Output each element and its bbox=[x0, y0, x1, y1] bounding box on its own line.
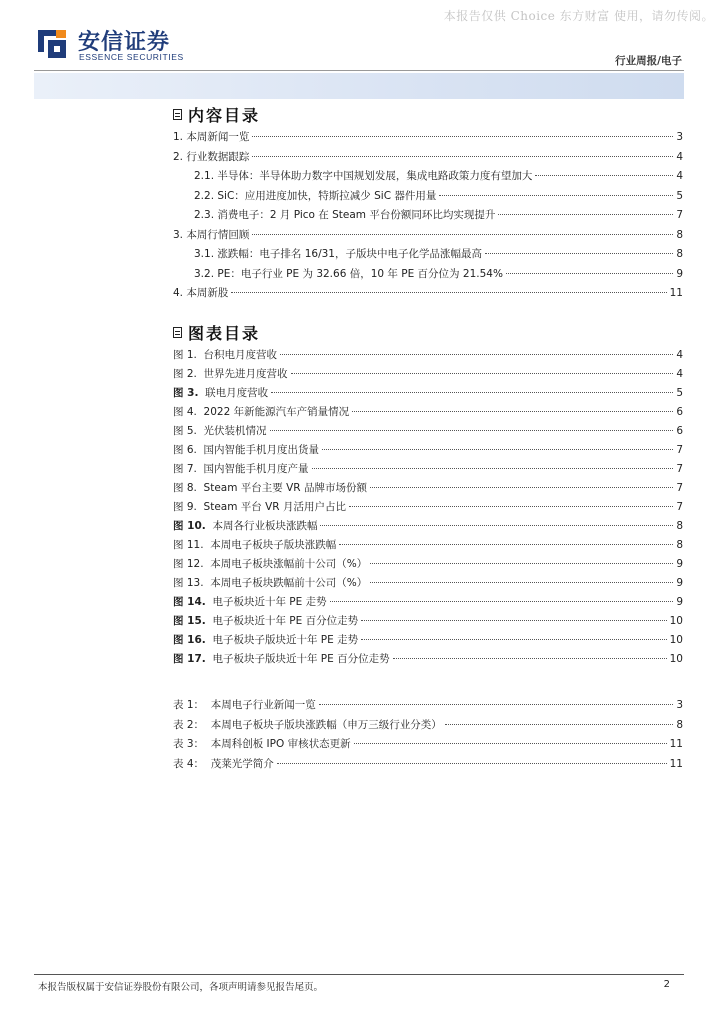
toc-entry[interactable]: 4. 本周新股 11 bbox=[173, 287, 683, 299]
figures-title: 图表目录 bbox=[173, 320, 683, 344]
header-divider bbox=[34, 70, 684, 71]
figure-entry[interactable]: 图 10. 本周各行业板块涨跌幅 8 bbox=[173, 520, 683, 532]
watermark-text: 本报告仅供 Choice 东方财富 使用，请勿传阅。 bbox=[443, 9, 714, 23]
logo-chinese-name: 安信证券 bbox=[78, 30, 171, 55]
figure-entry[interactable]: 图 6. 国内智能手机月度出货量 7 bbox=[173, 444, 683, 456]
tables-list bbox=[173, 697, 683, 775]
table-entry[interactable]: 表 4： 茂莱光学简介 11 bbox=[173, 757, 683, 770]
toc-entry[interactable]: 1. 本周新闻一览 3 bbox=[173, 131, 683, 143]
table-entry[interactable]: 表 1： 本周电子行业新闻一览 3 bbox=[173, 699, 683, 711]
toc-entry[interactable]: 3. 本周行情回顾 8 bbox=[173, 228, 683, 241]
footer-disclaimer: 本报告版权属于安信证券股份有限公司，各项声明请参见报告尾页。 bbox=[38, 982, 324, 993]
figures-list bbox=[173, 347, 683, 670]
figure-entry[interactable]: 图 16. 电子板块子版块近十年 PE 走势 10 bbox=[173, 634, 683, 646]
contents-list bbox=[173, 129, 683, 305]
figure-entry[interactable]: 图 3. 联电月度营收 5 bbox=[173, 387, 683, 399]
figure-entry[interactable]: 图 4. 2022 年新能源汽车产销量情况 6 bbox=[173, 406, 683, 418]
list-icon bbox=[173, 109, 182, 120]
figure-entry[interactable]: 图 2. 世界先进月度营收 4 bbox=[173, 368, 683, 380]
figure-entry[interactable]: 图 8. Steam 平台主要 VR 品牌市场份额 7 bbox=[173, 482, 683, 494]
contents-title: 内容目录 bbox=[173, 102, 683, 126]
figure-entry[interactable]: 图 11. 本周电子板块子版块涨跌幅 8 bbox=[173, 539, 683, 551]
logo-english-name: ESSENCE SECURITIES bbox=[79, 52, 184, 62]
figure-entry[interactable]: 图 15. 电子板块近十年 PE 百分位走势 10 bbox=[173, 615, 683, 627]
figures-section bbox=[173, 320, 683, 775]
contents-section bbox=[173, 102, 683, 305]
logo-mark-icon bbox=[34, 26, 70, 62]
toc-subentry[interactable]: 2.1. 半导体：半导体助力数字中国规划发展，集成电路政策力度有望加大 4 bbox=[194, 170, 683, 182]
figure-entry[interactable]: 图 17. 电子板块子版块近十年 PE 百分位走势 10 bbox=[173, 653, 683, 665]
figure-entry[interactable]: 图 14. 电子板块近十年 PE 走势 9 bbox=[173, 596, 683, 608]
report-type-label: 行业周报/电子 bbox=[615, 55, 682, 67]
table-entry[interactable]: 表 3： 本周科创板 IPO 审核状态更新 11 bbox=[173, 738, 683, 750]
toc-subentry[interactable]: 2.3. 消费电子：2 月 Pico 在 Steam 平台份额同环比均实现提升 7 bbox=[194, 209, 683, 221]
company-logo bbox=[34, 24, 194, 64]
figure-entry[interactable]: 图 5. 光伏装机情况 6 bbox=[173, 425, 683, 437]
page-number: 2 bbox=[663, 979, 670, 990]
toc-subentry[interactable]: 3.2. PE：电子行业 PE 为 32.66 倍，10 年 PE 百分位为 21.54% 9 bbox=[194, 267, 683, 280]
figure-entry[interactable]: 图 12. 本周电子板块涨幅前十公司（%） 9 bbox=[173, 558, 683, 570]
toc-entry[interactable]: 2. 行业数据跟踪 4 bbox=[173, 150, 683, 163]
toc-subentry[interactable]: 3.1. 涨跌幅：电子排名 16/31，子版块中电子化学品涨幅最高 8 bbox=[194, 248, 683, 260]
footer-divider bbox=[34, 974, 684, 975]
figure-entry[interactable]: 图 7. 国内智能手机月度产量 7 bbox=[173, 463, 683, 475]
list-icon bbox=[173, 327, 182, 338]
toc-subentry[interactable]: 2.2. SiC：应用进度加快，特斯拉减少 SiC 器件用量 5 bbox=[194, 189, 683, 202]
figure-entry[interactable]: 图 1. 台积电月度营收 4 bbox=[173, 349, 683, 361]
table-entry[interactable]: 表 2： 本周电子板块子版块涨跌幅（申万三级行业分类） 8 bbox=[173, 718, 683, 731]
figure-entry[interactable]: 图 13. 本周电子板块跌幅前十公司（%） 9 bbox=[173, 577, 683, 589]
figure-entry[interactable]: 图 9. Steam 平台 VR 月活用户占比 7 bbox=[173, 501, 683, 513]
header-band bbox=[34, 73, 684, 99]
